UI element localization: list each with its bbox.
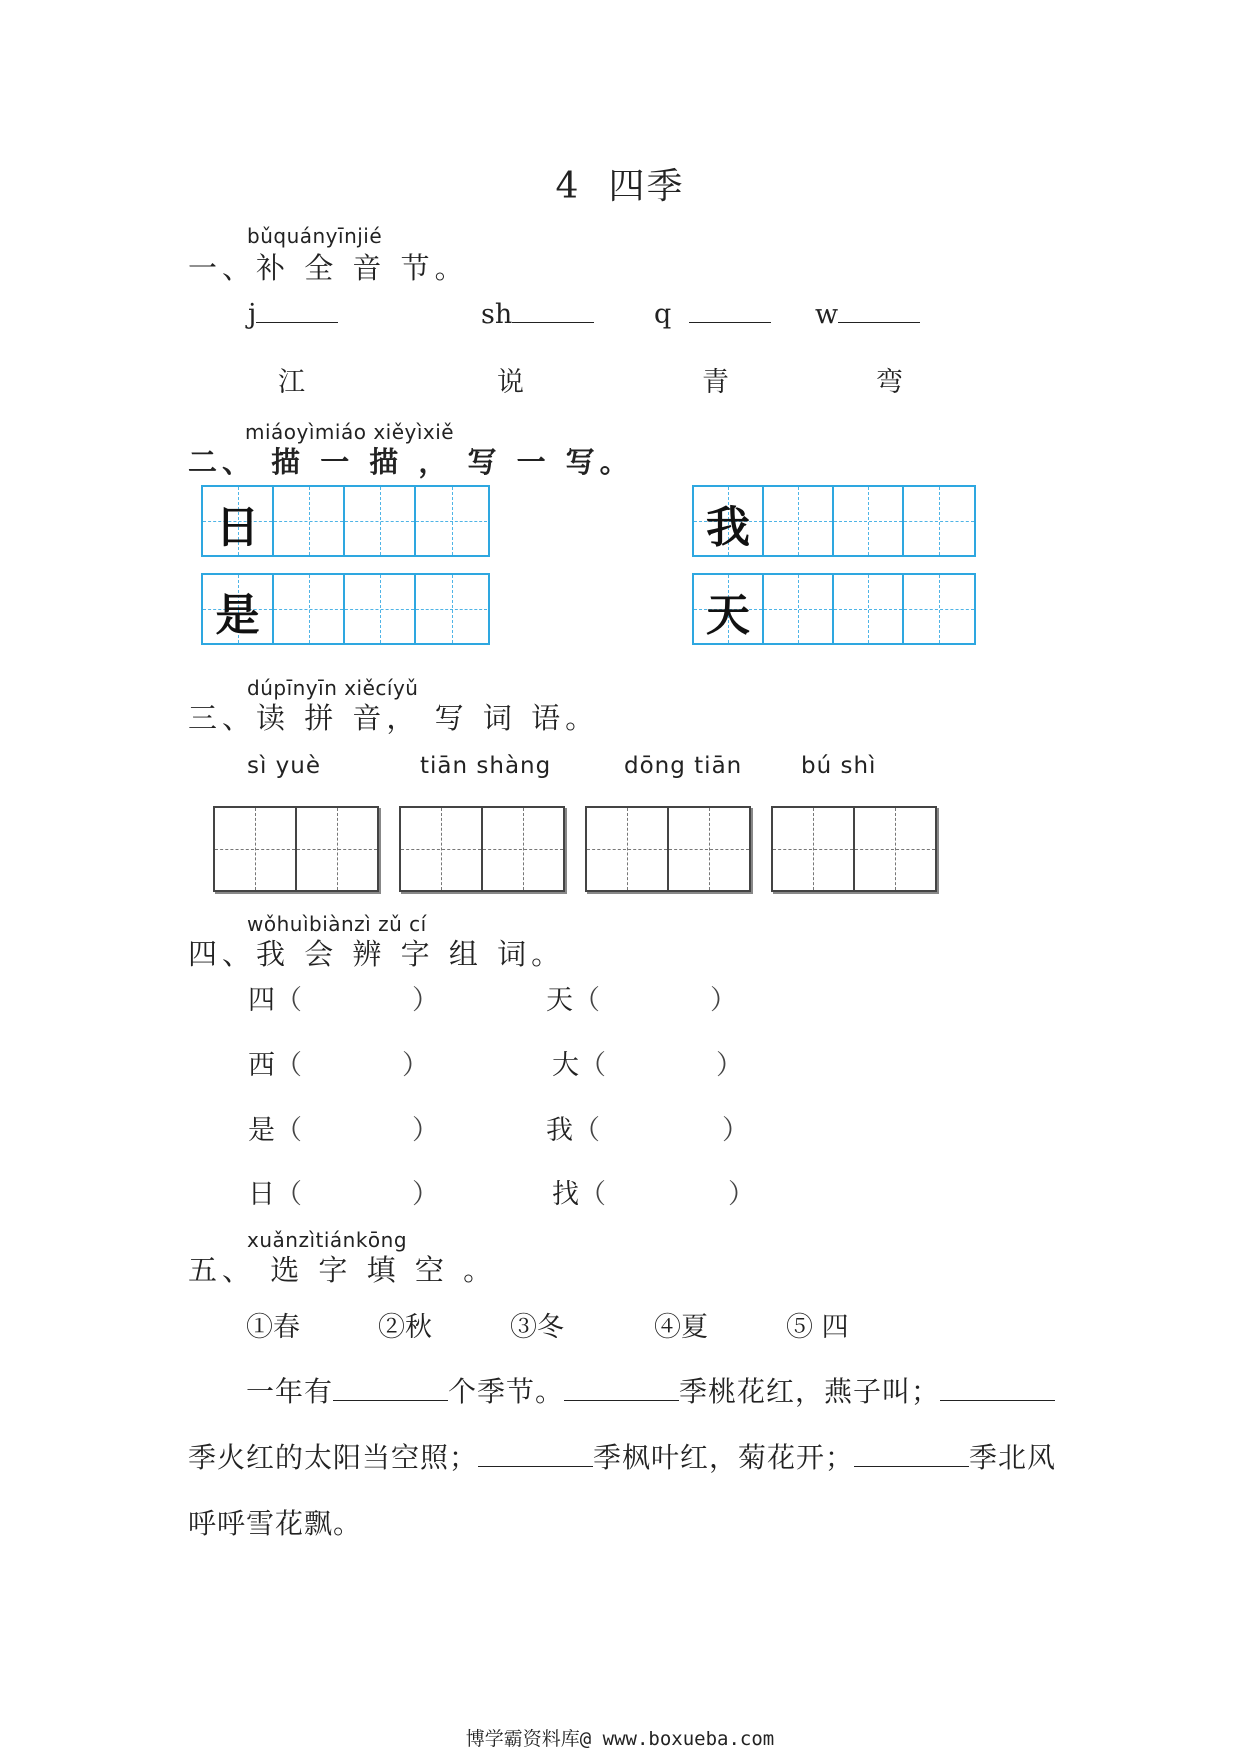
- tianzige-cell[interactable]: [764, 575, 834, 643]
- footer-watermark: 博学霸资料库@ www.boxueba.com: [465, 1728, 775, 1750]
- syllable-item-1: [248, 298, 338, 330]
- lesson-title: 四季: [608, 166, 685, 207]
- char-label: 说: [497, 367, 524, 398]
- sec5-pinyin: xuǎnzìtiánkōng: [247, 1228, 408, 1252]
- trace-char: 天: [706, 590, 750, 641]
- text-span: 季火红的太阳当空照；: [188, 1441, 479, 1474]
- tianzige-cell[interactable]: [345, 575, 416, 643]
- tianzige-cell[interactable]: [904, 487, 974, 555]
- text-span: 季桃花红，燕子叫；: [679, 1375, 941, 1408]
- paren-close: ）: [722, 1115, 749, 1146]
- paragraph-line-2: [188, 1436, 1056, 1476]
- sec2-pinyin: miáoyìmiáo xiěyìxiě: [245, 420, 455, 444]
- trace-char: 我: [706, 502, 750, 553]
- tianzige-cell[interactable]: [694, 575, 764, 643]
- paren-close: ）: [412, 1115, 439, 1146]
- tianzige-cell[interactable]: [904, 575, 974, 643]
- tianzige-row-tian: [692, 573, 976, 645]
- paren-open: （: [275, 1050, 302, 1081]
- paragraph-line-3: 呼呼雪花飘。: [188, 1507, 363, 1540]
- paren-close: ）: [716, 1050, 743, 1081]
- option-label: ①春: [246, 1312, 300, 1343]
- sec4-pinyin: wǒhuìbiànzì zǔ cí: [247, 912, 427, 936]
- group-row: [546, 1108, 749, 1147]
- tianzige-row-wo: [692, 485, 976, 557]
- paren-close: ）: [710, 985, 737, 1016]
- fill-blank[interactable]: [940, 1372, 1055, 1401]
- tianzige-cell[interactable]: [416, 575, 487, 643]
- option-label: ③冬: [510, 1312, 564, 1343]
- word-pinyin: dōng tiān: [624, 753, 743, 779]
- sec5-heading: 五、 选 字 填 空 。: [188, 1253, 498, 1287]
- lesson-number: 4: [555, 166, 581, 207]
- tianzige-cell[interactable]: [345, 487, 416, 555]
- paren-close: ）: [402, 1050, 429, 1081]
- paren-close: ）: [728, 1179, 755, 1210]
- initial-label: q: [654, 299, 672, 330]
- text-span: 个季节。: [448, 1375, 565, 1408]
- group-row: [546, 978, 737, 1017]
- trace-char: 是: [215, 590, 260, 641]
- word-box[interactable]: [213, 806, 379, 892]
- answer-blank[interactable]: [256, 298, 338, 323]
- char-label: 弯: [876, 367, 903, 398]
- text-span: 季北风: [969, 1441, 1057, 1474]
- char-label: 江: [278, 367, 305, 398]
- initial-label: sh: [481, 299, 513, 330]
- paren-open: （: [275, 1179, 302, 1210]
- answer-blank[interactable]: [689, 298, 771, 323]
- answer-blank[interactable]: [838, 298, 920, 323]
- word-box[interactable]: [771, 806, 937, 892]
- paren-close: ）: [412, 985, 439, 1016]
- paragraph-line-1: [246, 1370, 1055, 1410]
- answer-blank[interactable]: [512, 298, 594, 323]
- word-pinyin: sì yuè: [247, 753, 322, 779]
- group-row: [552, 1172, 755, 1211]
- initial-label: j: [248, 299, 257, 330]
- tianzige-cell[interactable]: [834, 575, 904, 643]
- char-label: 找: [552, 1179, 579, 1210]
- char-label: 天: [546, 985, 573, 1016]
- paren-open: （: [275, 1115, 302, 1146]
- group-row: [248, 1043, 429, 1082]
- text-span: 一年有: [246, 1375, 334, 1408]
- word-box[interactable]: [399, 806, 565, 892]
- option-label: ④夏: [654, 1312, 708, 1343]
- sec3-pinyin: dúpīnyīn xiěcíyǔ: [247, 676, 419, 700]
- sec4-heading: 四、我 会 辨 字 组 词。: [188, 937, 566, 971]
- group-row: [248, 1172, 439, 1211]
- tianzige-cell[interactable]: [694, 487, 764, 555]
- fill-blank[interactable]: [333, 1372, 448, 1401]
- syllable-item-4: [815, 298, 920, 330]
- group-row: [248, 1108, 439, 1147]
- paren-open: （: [573, 985, 600, 1016]
- paren-open: （: [579, 1179, 606, 1210]
- word-box[interactable]: [585, 806, 751, 892]
- option-label: ⑤ 四: [786, 1312, 849, 1343]
- word-pinyin: bú shì: [801, 753, 877, 779]
- char-label: 四: [248, 985, 275, 1016]
- fill-blank[interactable]: [478, 1438, 593, 1467]
- syllable-item-2: [481, 298, 594, 330]
- tianzige-cell[interactable]: [834, 487, 904, 555]
- char-label: 青: [702, 367, 729, 398]
- paren-open: （: [275, 985, 302, 1016]
- fill-blank[interactable]: [854, 1438, 969, 1467]
- char-label: 是: [248, 1115, 275, 1146]
- tianzige-cell[interactable]: [274, 575, 345, 643]
- char-label: 西: [248, 1050, 275, 1081]
- tianzige-cell[interactable]: [203, 575, 274, 643]
- group-row: [552, 1043, 743, 1082]
- char-label: 大: [552, 1050, 579, 1081]
- group-row: [248, 978, 439, 1017]
- sec3-heading: 三、读 拼 音， 写 词 语。: [188, 701, 600, 735]
- paren-open: （: [579, 1050, 606, 1081]
- word-pinyin: tiān shàng: [420, 753, 552, 779]
- char-label: 我: [546, 1115, 573, 1146]
- tianzige-cell[interactable]: [764, 487, 834, 555]
- syllable-item-3: [654, 298, 771, 330]
- page-title: [0, 158, 1240, 209]
- fill-blank[interactable]: [564, 1372, 679, 1401]
- initial-label: w: [815, 299, 839, 330]
- tianzige-row-shi: [201, 573, 490, 645]
- paren-open: （: [573, 1115, 600, 1146]
- paren-close: ）: [412, 1179, 439, 1210]
- tianzige-cell[interactable]: [416, 487, 487, 555]
- tianzige-cell[interactable]: [203, 487, 274, 555]
- tianzige-row-ri: [201, 485, 490, 557]
- sec2-heading: 二、 描 一 描 ， 写 一 写。: [188, 445, 634, 479]
- option-label: ②秋: [378, 1312, 432, 1343]
- tianzige-cell[interactable]: [274, 487, 345, 555]
- trace-char: 日: [215, 502, 260, 553]
- text-span: 季枫叶红，菊花开；: [593, 1441, 855, 1474]
- char-label: 日: [248, 1179, 275, 1210]
- sec1-pinyin: bǔquányīnjié: [247, 224, 383, 248]
- sec1-heading: 一、补 全 音 节。: [188, 251, 469, 285]
